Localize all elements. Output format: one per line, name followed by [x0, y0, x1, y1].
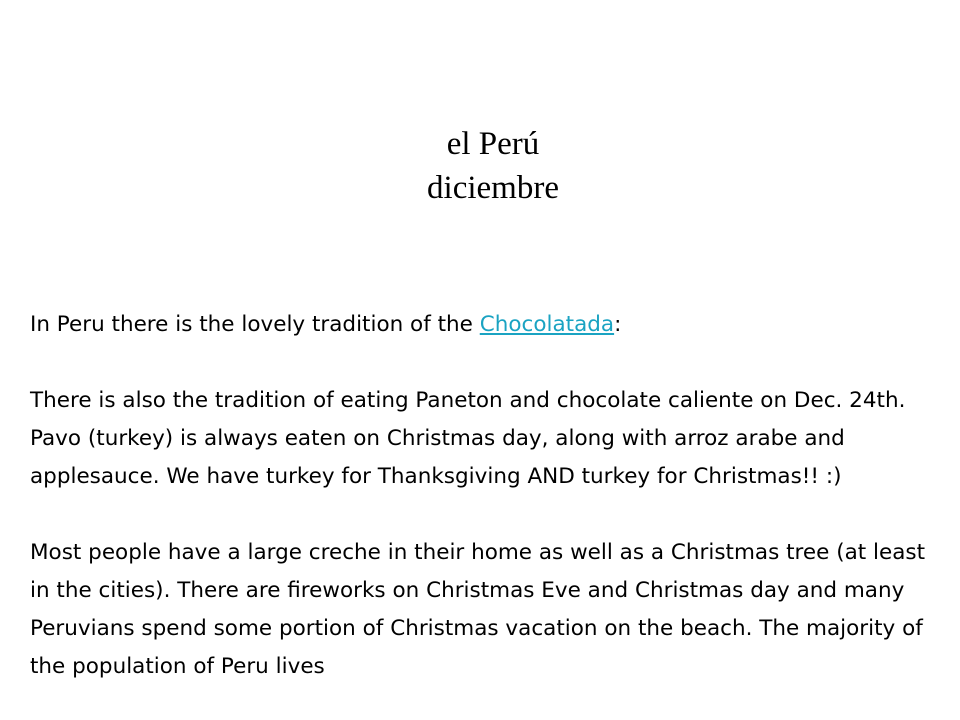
food-tradition-paragraph: There is also the tradition of eating Paneton and chocolate caliente on Dec. 24th. Pavo (turkey) is always eaten on Christmas day, along with arroz arabe and applesauce. We have turkey for Thanksgiving AND turkey for Christmas!! :): [30, 388, 906, 489]
creche-paragraph: Most people have a large creche in their home as well as a Christmas tree (at least in the cities). There are fireworks on Christmas Eve and Christmas day and many Peruvians spend some portion of Christmas vacation on the beach. The majority of the population of Peru lives: [30, 540, 926, 679]
chocolatada-paragraph: [30, 306, 930, 344]
title-line-country: el Perú: [446, 126, 540, 162]
slide-title: [0, 122, 960, 210]
title-line-month: diciembre: [427, 170, 559, 206]
chocolatada-colon: :: [614, 312, 622, 337]
paragraph-spacer: [30, 344, 930, 382]
paragraph-spacer: [30, 496, 930, 534]
chocolatada-link[interactable]: Chocolatada: [479, 312, 615, 337]
slide-body: [30, 306, 930, 686]
chocolatada-intro-text: In Peru there is the lovely tradition of the: [30, 312, 480, 337]
